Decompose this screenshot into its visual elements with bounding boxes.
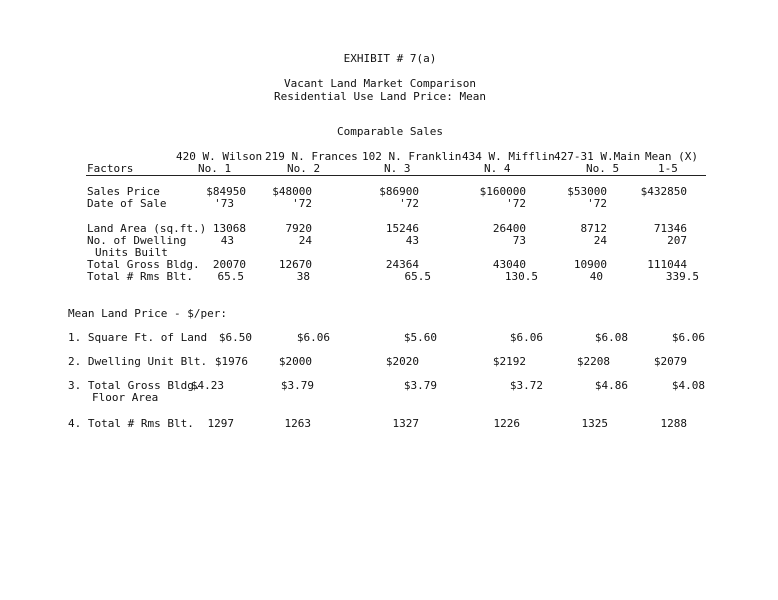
mean-cell: $3.79 [280,379,314,392]
row-label: Land Area (sq.ft.) [87,222,207,235]
cell: '72 [506,197,526,210]
cell: $432850 [640,185,687,198]
row-label: Date of Sale [87,197,167,210]
mean-cell: $6.06 [671,331,705,344]
cell: 24364 [385,258,419,271]
cell: 111044 [647,258,687,271]
mean-cell: $6.06 [296,331,330,344]
row-label-continued: Units Built [95,246,168,259]
mean-cell: $4.86 [594,379,628,392]
mean-cell: $3.79 [403,379,437,392]
cell: 8712 [580,222,607,235]
col-1-address: 420 W. Wilson [176,150,263,163]
row-label: Total # Rms Blt. [87,270,193,283]
cell: $48000 [272,185,312,198]
col-4-number: N. 4 [484,162,511,175]
cell: 10900 [573,258,607,271]
mean-cell: 1325 [581,417,608,430]
col-2-number: No. 2 [287,162,321,175]
row-label: Total Gross Bldg. [87,258,200,271]
cell: 40 [589,270,603,283]
header-rule [86,175,706,176]
mean-cell: $4.23 [190,379,224,392]
cell: 15246 [385,222,419,235]
col-3-number: N. 3 [384,162,411,175]
mean-cell: 1297 [207,417,234,430]
mean-row-label-continued: Floor Area [92,391,159,404]
mean-row-label: 1. Square Ft. of Land [68,331,208,344]
mean-row-label: 2. Dwelling Unit Blt. [68,355,208,368]
cell: $53000 [567,185,607,198]
mean-cell: $2000 [278,355,312,368]
mean-row-label: 4. Total # Rms Blt. [68,417,194,430]
title-line-2: Residential Use Land Price: Mean [274,90,486,103]
mean-cell: 1263 [284,417,311,430]
cell: 26400 [492,222,526,235]
cell: 207 [667,234,687,247]
cell: 24 [298,234,312,247]
factors-header: Factors [87,162,134,175]
cell: 12670 [278,258,312,271]
cell: 71346 [653,222,687,235]
cell: 20070 [212,258,246,271]
table-subtitle: Comparable Sales [337,125,443,138]
cell: $160000 [479,185,526,198]
mean-cell: 1288 [660,417,687,430]
mean-section-heading: Mean Land Price - $/per: [68,307,227,320]
mean-cell: $2079 [653,355,687,368]
cell: 38 [296,270,310,283]
mean-cell: $3.72 [509,379,543,392]
mean-cell: $5.60 [403,331,437,344]
mean-cell: $6.50 [218,331,252,344]
cell: 65.5 [404,270,431,283]
cell: 339.5 [665,270,699,283]
col-5-address: 427-31 W.Main [554,150,641,163]
col-2-address: 219 N. Frances [265,150,358,163]
cell: $84950 [206,185,246,198]
mean-cell: $2208 [576,355,610,368]
col-3-address: 102 N. Franklin [362,150,462,163]
mean-cell: $1976 [214,355,248,368]
cell: 43 [220,234,234,247]
mean-row-label: 3. Total Gross Bldg. [68,379,201,392]
cell: 13068 [212,222,246,235]
cell: '73 [214,197,234,210]
mean-cell: 1327 [392,417,419,430]
cell: $86900 [379,185,419,198]
cell: '72 [292,197,312,210]
col-5-number: No. 5 [586,162,620,175]
cell: '72 [587,197,607,210]
mean-cell: $6.08 [594,331,628,344]
mean-cell: 1226 [493,417,520,430]
col-1-number: No. 1 [198,162,232,175]
cell: 65.5 [217,270,244,283]
col-mean-header: Mean (X) [645,150,698,163]
col-mean-range: 1-5 [658,162,678,175]
cell: '72 [399,197,419,210]
cell: 43040 [492,258,526,271]
title-line-1: Vacant Land Market Comparison [283,77,477,90]
mean-cell: $2020 [385,355,419,368]
exhibit-number: EXHIBIT # 7(a) [343,52,437,65]
row-label: Sales Price [87,185,160,198]
mean-cell: $2192 [492,355,526,368]
cell: 43 [405,234,419,247]
cell: 130.5 [504,270,538,283]
mean-cell: $4.08 [671,379,705,392]
cell: 7920 [285,222,312,235]
col-4-address: 434 W. Mifflin [462,150,555,163]
cell: 73 [512,234,526,247]
row-label: No. of Dwelling [87,234,187,247]
cell: 24 [593,234,607,247]
mean-cell: $6.06 [509,331,543,344]
